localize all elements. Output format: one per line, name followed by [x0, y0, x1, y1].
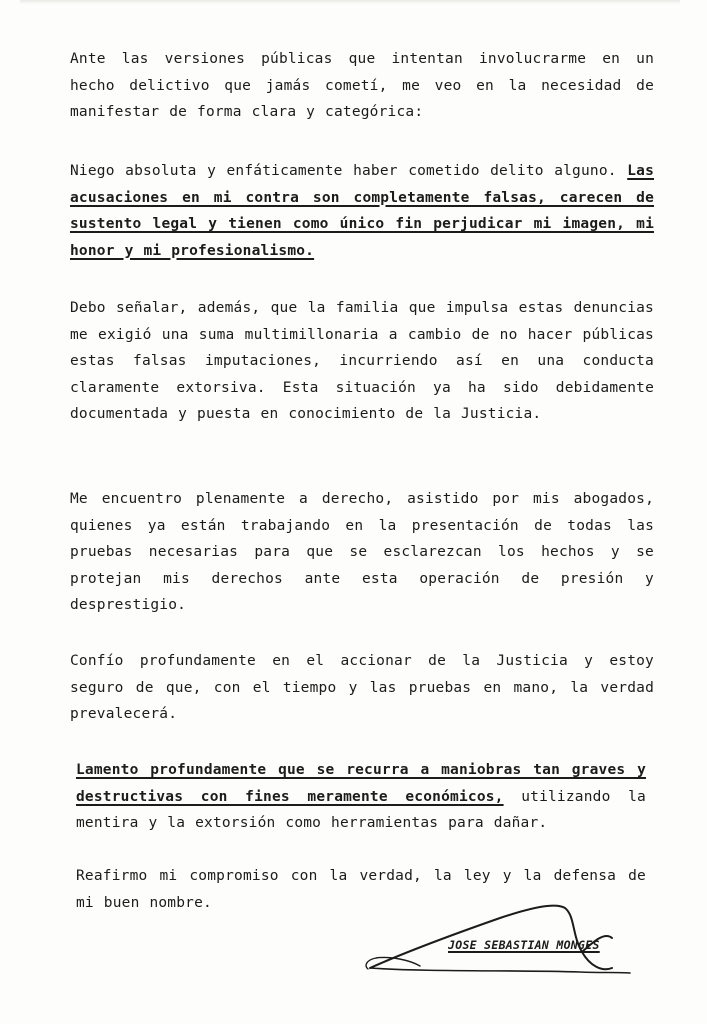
paragraph-justice-text: Confío profundamente en el accionar de la Justicia y estoy seguro de que, con el tiempo y las pruebas en mano, la verdad prevalecerá. — [70, 653, 654, 722]
paragraph-lawyers — [70, 486, 654, 619]
scan-top-edge — [20, 0, 680, 4]
paragraph-extortion — [70, 295, 654, 428]
paragraph-intro-text: Ante las versiones públicas que intentan involucrarme en un hecho delictivo que jamás cometí, me veo en la necesidad de manifestar de forma clara y categórica: — [70, 51, 654, 120]
paragraph-denial-emphasis: Las acusaciones en mi contra son completamente falsas, carecen de sustento legal y tienen como único fin perjudicar mi imagen, mi honor y mi profesionalismo. — [70, 163, 654, 259]
paragraph-regret-text: utilizando la mentira y la extorsión como herramientas para dañar. — [76, 788, 646, 831]
paragraph-regret-emphasis: Lamento profundamente que se recurra a maniobras tan graves y destructivas con fines meramente económicos, — [76, 762, 646, 805]
paragraph-lawyers-text: Me encuentro plenamente a derecho, asistido por mis abogados, quienes ya están trabajando en la presentación de todas las pruebas necesarias para que se esclarezcan los hechos y se protejan mis derechos ante esta operación de presión y desprestigio. — [70, 491, 654, 613]
paragraph-denial — [70, 158, 654, 264]
paragraph-justice — [70, 648, 654, 728]
paragraph-intro — [70, 46, 654, 126]
signatory-name: JOSE SEBASTIAN MONGES — [448, 938, 600, 952]
handwritten-signature — [350, 880, 640, 990]
paragraph-denial-text: Niego absoluta y enfáticamente haber cometido delito alguno. — [70, 163, 628, 179]
paragraph-regret — [76, 757, 646, 837]
paragraph-extortion-text: Debo señalar, además, que la familia que impulsa estas denuncias me exigió una suma multimillonaria a cambio de no hacer públicas estas falsas imputaciones, incurriendo así en una conducta claramente extorsiva. Esta situación ya ha sido debidamente documentada y puesta en conocimiento de la Justicia. — [70, 300, 654, 422]
paragraph-commitment-text: Reafirmo mi compromiso con la verdad, la ley y la defensa de mi buen nombre. — [76, 868, 646, 911]
